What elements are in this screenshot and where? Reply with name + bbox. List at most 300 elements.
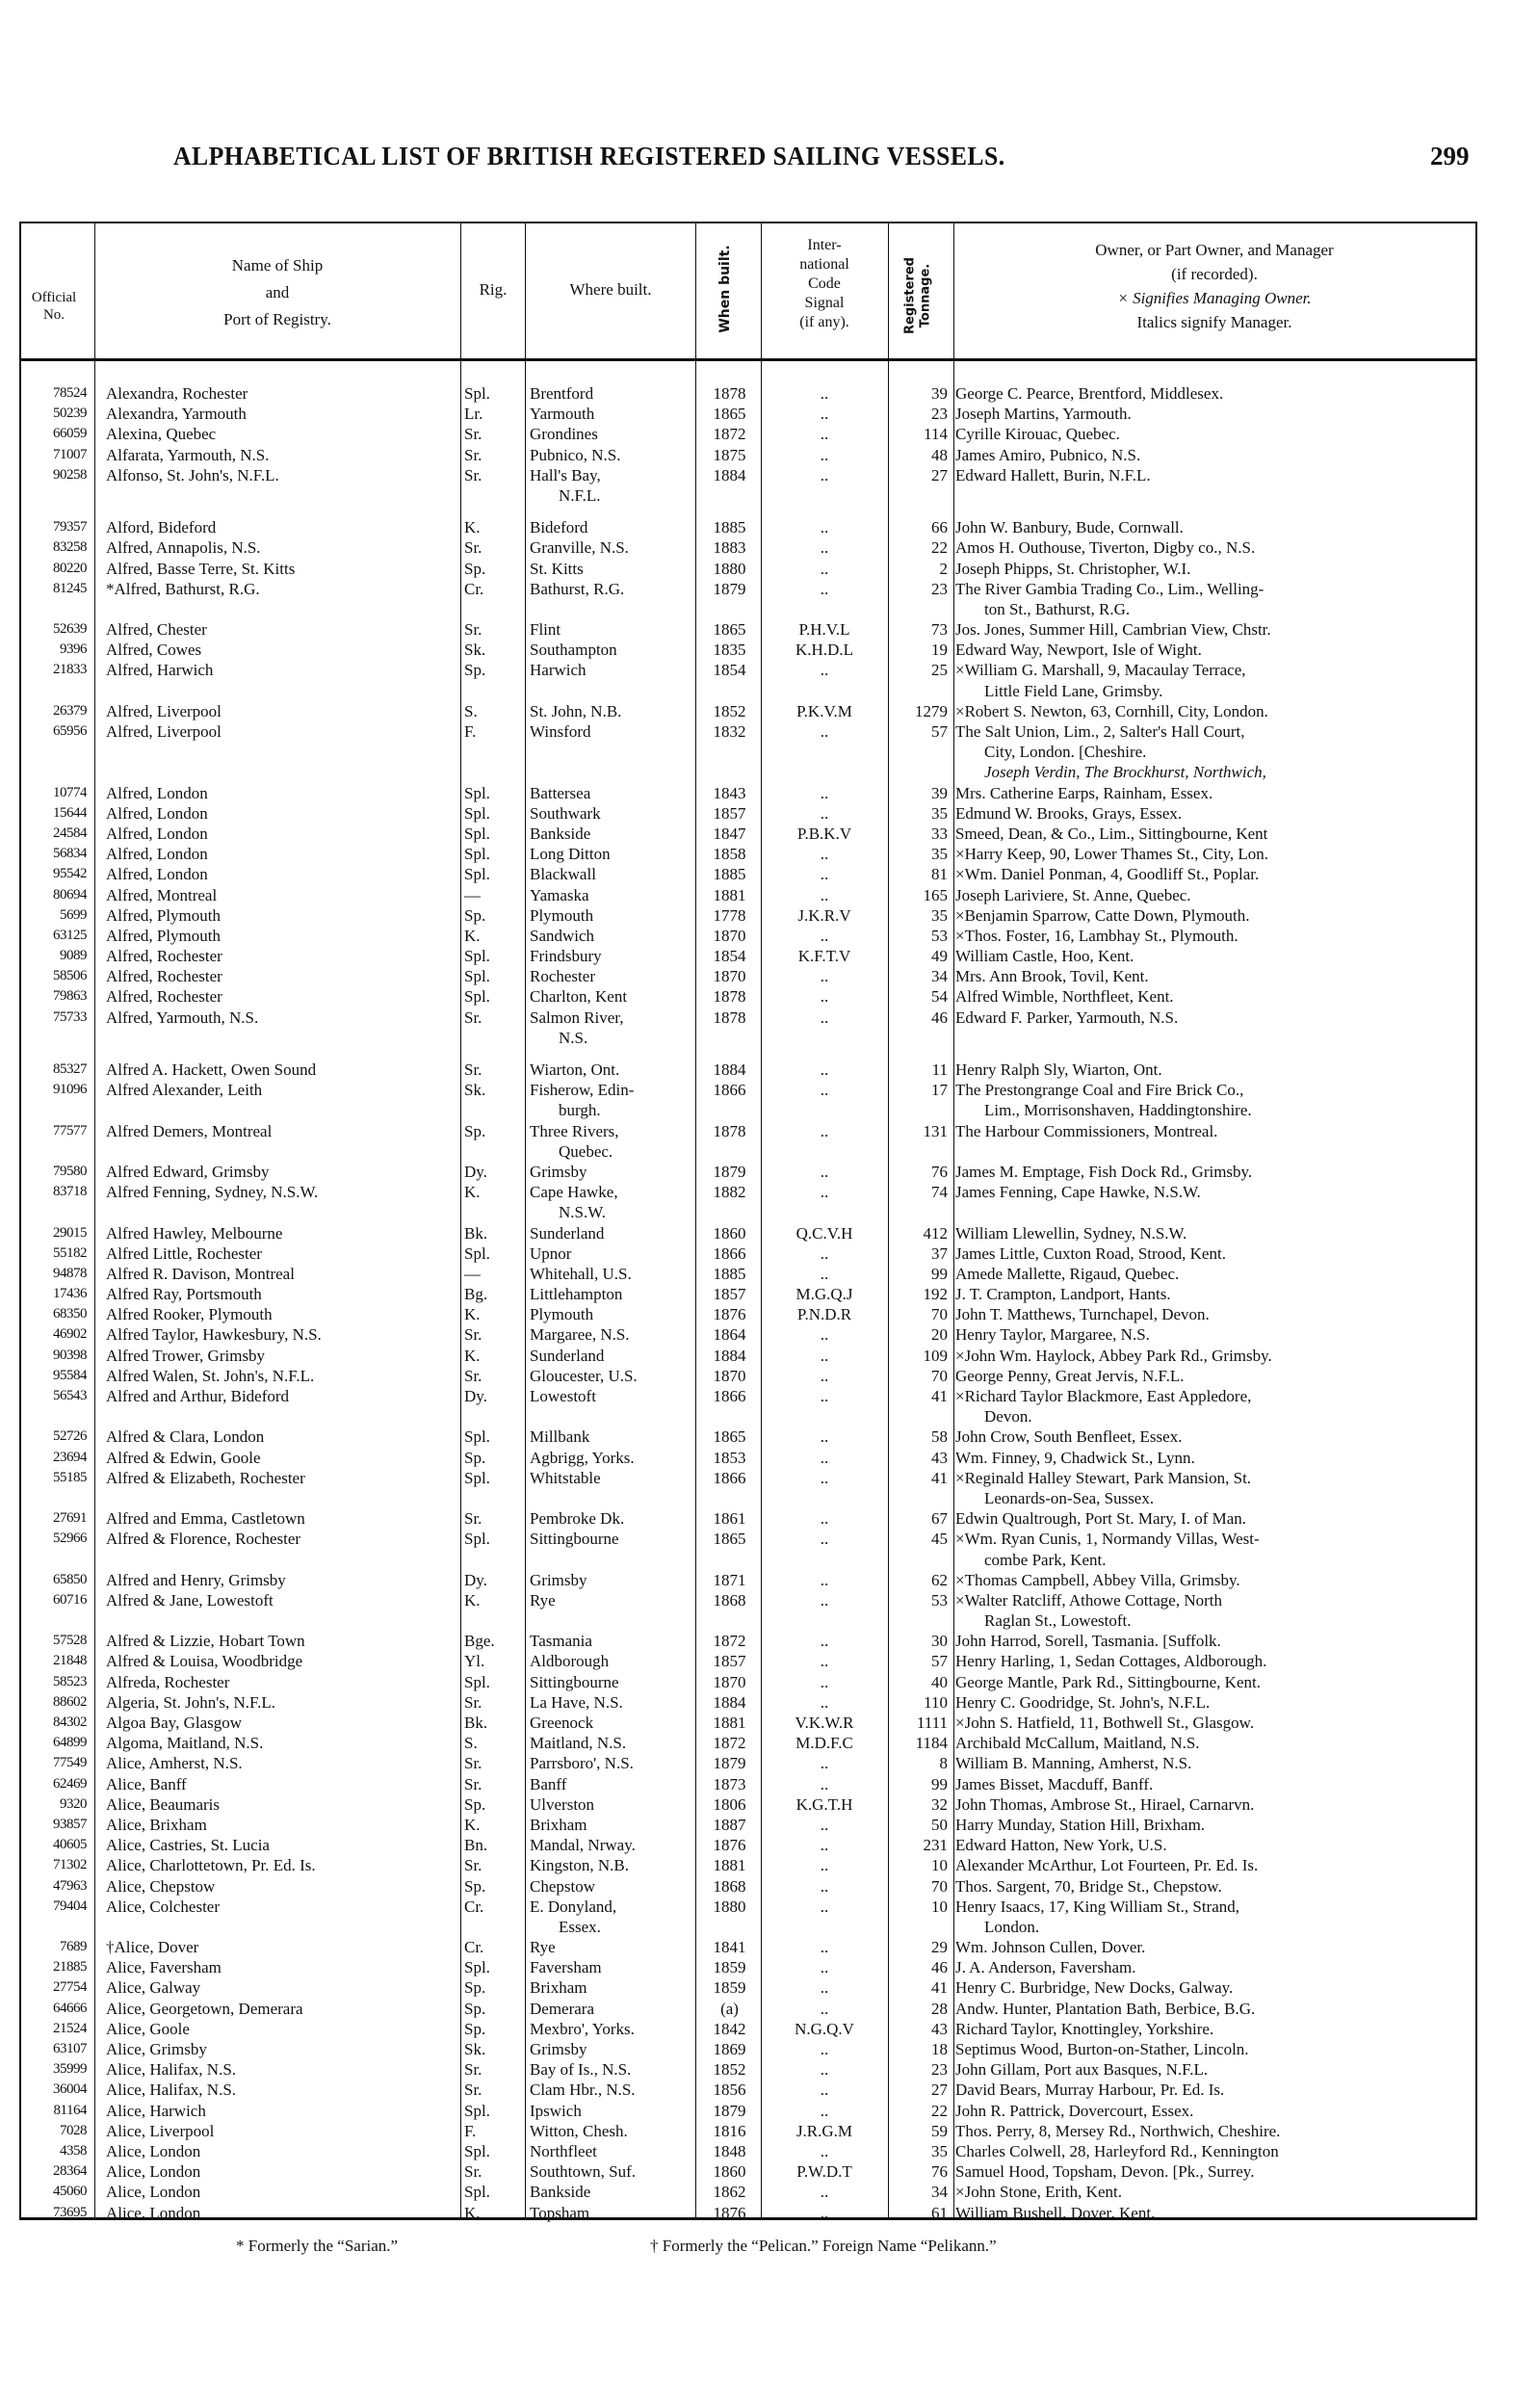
official-number: 60716 [53, 1591, 87, 1608]
table-row [19, 1426, 1475, 1447]
official-number: 55185 [53, 1469, 87, 1485]
rig: Sr. [464, 538, 482, 558]
where-built-continued: N.S. [559, 1028, 588, 1047]
owner: John W. Banbury, Bude, Cornwall. [955, 518, 1184, 537]
rig: Bge. [464, 1632, 495, 1651]
ship-name: Alice, Halifax, N.S. [106, 2060, 237, 2080]
where-built: St. John, N.B. [530, 701, 622, 720]
code-signal: .. [820, 1938, 829, 1957]
ship-name: Alice, Castries, St. Lucia [106, 1836, 270, 1855]
owner: James Little, Cuxton Road, Strood, Kent. [955, 1243, 1226, 1263]
official-number: 78524 [53, 385, 87, 401]
official-number: 21833 [53, 662, 87, 678]
rig: Sp. [464, 1978, 486, 1998]
code-signal: .. [820, 1325, 829, 1345]
code-signal: J.K.R.V [797, 905, 851, 925]
owner: John Thomas, Ambrose St., Hirael, Carnarvn. [955, 1794, 1255, 1814]
table-row [19, 1304, 1475, 1324]
ship-name: Alice, Harwich [106, 2101, 206, 2120]
rig: Bg. [464, 1285, 488, 1304]
table-row-continuation [19, 1141, 1475, 1162]
official-number: 26379 [53, 702, 87, 719]
owner: William B. Manning, Amherst, N.S. [955, 1754, 1192, 1773]
rig: Sr. [464, 620, 482, 640]
official-number: 79404 [53, 1898, 87, 1914]
owner-continued: combe Park, Kent. [984, 1550, 1107, 1569]
ship-name: Alfonso, St. John's, N.F.L. [106, 465, 279, 484]
code-signal: P.W.D.T [796, 2162, 852, 2182]
official-number: 52726 [53, 1428, 87, 1445]
ship-name: Alice, Halifax, N.S. [106, 2081, 237, 2100]
tonnage: 49 [931, 947, 948, 966]
owner: J. A. Anderson, Faversham. [955, 1958, 1136, 1977]
when-built: 1878 [713, 384, 746, 403]
tonnage: 10 [931, 1897, 948, 1916]
tonnage: 35 [931, 803, 948, 823]
when-built: 1885 [713, 865, 746, 884]
header-official-no-line: No. [42, 307, 65, 323]
tonnage: 114 [924, 425, 948, 444]
code-signal: P.N.D.R [796, 1305, 852, 1324]
code-signal: K.H.D.L [795, 641, 853, 660]
table-row-continuation [19, 1610, 1475, 1631]
tonnage: 412 [923, 1223, 948, 1243]
when-built: 1842 [713, 2019, 746, 2038]
table-row [19, 465, 1475, 485]
rig: K. [464, 1305, 481, 1324]
rig: Dy. [464, 1162, 487, 1181]
rig: Spl. [464, 1427, 490, 1447]
where-built: Winsford [530, 722, 591, 741]
where-built: Mexbro', Yorks. [530, 2019, 635, 2038]
ship-name: Alfred Hawley, Melbourne [106, 1223, 283, 1243]
rig: — [464, 1264, 481, 1283]
rig: Sk. [464, 2040, 486, 2058]
when-built: 1857 [713, 1285, 746, 1304]
owner-continued: ton St., Bathurst, R.G. [984, 599, 1131, 618]
header-owner-line: Owner, or Part Owner, and Manager [1095, 241, 1334, 259]
where-built: Fisherow, Edin- [530, 1081, 635, 1100]
owner-continued: Lim., Morrisonshaven, Haddingtonshire. [984, 1101, 1252, 1120]
where-built: Littlehampton [530, 1285, 623, 1304]
official-number: 79580 [53, 1163, 87, 1179]
table-row [19, 2101, 1475, 2121]
tonnage: 10 [931, 1856, 948, 1875]
table-row [19, 1366, 1475, 1386]
where-built: Grimsby [530, 2040, 587, 2058]
table-row [19, 1243, 1475, 1264]
where-built: Brixham [530, 1815, 587, 1834]
ship-name: Alfred Rooker, Plymouth [106, 1305, 273, 1324]
header-name-line: Port of Registry. [223, 310, 331, 328]
official-number: 52639 [53, 621, 87, 638]
where-built: Tasmania [530, 1632, 592, 1651]
code-signal: K.F.T.V [797, 947, 851, 966]
owner: Wm. Finney, 9, Chadwick St., Lynn. [955, 1448, 1195, 1467]
tonnage: 35 [931, 905, 948, 925]
owner: ×Walter Ratcliff, Athowe Cottage, North [955, 1590, 1223, 1610]
where-built: Yamaska [530, 885, 589, 904]
tonnage: 34 [931, 2183, 948, 2202]
tonnage: 41 [931, 1468, 948, 1487]
table-row [19, 946, 1475, 966]
code-signal: .. [820, 445, 829, 464]
table-row [19, 1713, 1475, 1733]
where-built-continued: burgh. [559, 1101, 601, 1120]
code-signal: .. [820, 1836, 829, 1855]
when-built: 1872 [713, 425, 746, 444]
owner: George Penny, Great Jervis, N.F.L. [955, 1366, 1185, 1385]
where-built: Southwark [530, 803, 601, 823]
owner: The Salt Union, Lim., 2, Salter's Hall Court, [955, 722, 1245, 741]
table-row [19, 383, 1475, 404]
tonnage: 165 [923, 885, 948, 904]
when-built: 1881 [713, 885, 746, 904]
header-name-line: and [265, 283, 290, 301]
when-built: 1884 [713, 1060, 746, 1079]
tonnage: 45 [931, 1530, 948, 1549]
where-built: Flint [530, 620, 561, 640]
table-row [19, 1876, 1475, 1897]
ship-name: Alexandra, Rochester [106, 384, 248, 403]
ship-name: Alfred, Plymouth [106, 905, 221, 925]
ship-name: Alfred Trower, Grimsby [106, 1346, 266, 1365]
when-built: 1868 [713, 1590, 746, 1610]
when-built: 1880 [713, 1897, 746, 1916]
tonnage: 46 [931, 1958, 948, 1977]
rig: Spl. [464, 384, 490, 403]
owner: Wm. Johnson Cullen, Dover. [955, 1938, 1146, 1957]
tonnage: 53 [931, 1590, 948, 1610]
where-built: E. Donyland, [530, 1897, 617, 1916]
when-built: 1868 [713, 1876, 746, 1896]
rig: Spl. [464, 1468, 490, 1487]
table-row [19, 1324, 1475, 1345]
table-row [19, 905, 1475, 926]
where-built: Harwich [530, 661, 587, 680]
where-built: Agbrigg, Yorks. [530, 1448, 635, 1467]
official-number: 77577 [53, 1122, 87, 1139]
owner: Edwin Qualtrough, Port St. Mary, I. of Man. [955, 1509, 1247, 1529]
row-gap [19, 1048, 1475, 1060]
official-number: 65956 [53, 723, 87, 739]
ship-name: Alfred & Florence, Rochester [106, 1530, 301, 1549]
ship-name: Alfred, Yarmouth, N.S. [106, 1008, 259, 1027]
when-built: 1841 [713, 1938, 746, 1957]
official-number: 28364 [53, 2163, 87, 2180]
owner: Amos H. Outhouse, Tiverton, Digby co., N.S. [955, 538, 1256, 558]
when-built: 1854 [713, 661, 746, 680]
owner: Harry Munday, Station Hill, Brixham. [955, 1815, 1206, 1834]
code-signal: .. [820, 1876, 829, 1896]
where-built: Gloucester, U.S. [530, 1366, 638, 1385]
when-built: (a) [720, 1999, 739, 2018]
tonnage: 70 [931, 1876, 948, 1896]
official-number: 4358 [60, 2142, 87, 2159]
code-signal: .. [820, 538, 829, 558]
official-number: 73695 [53, 2204, 87, 2220]
official-number: 56834 [53, 846, 87, 862]
owner: ×Richard Taylor Blackmore, East Appledore, [955, 1387, 1252, 1405]
rig: Spl. [464, 967, 490, 986]
rig: Sr. [464, 2081, 482, 2100]
when-built: 1859 [713, 1958, 746, 1977]
where-built: Brixham [530, 1978, 587, 1998]
where-built: Greenock [530, 1714, 594, 1732]
rig: Spl. [464, 783, 490, 802]
table-row [19, 2141, 1475, 2161]
owner: James Bisset, Macduff, Banff. [955, 1774, 1154, 1793]
when-built: 1871 [713, 1570, 746, 1589]
owner: William Castle, Hoo, Kent. [955, 947, 1134, 966]
code-signal: P.K.V.M [796, 701, 852, 720]
table-row [19, 1386, 1475, 1406]
code-signal: .. [820, 1060, 829, 1079]
rig: Sr. [464, 1774, 482, 1793]
table-row [19, 1774, 1475, 1794]
official-number: 77549 [53, 1755, 87, 1771]
table-row [19, 1672, 1475, 1692]
rig: Sr. [464, 465, 482, 484]
table-body [19, 383, 1475, 2223]
rig: K. [464, 1815, 481, 1834]
owner: Joseph Martins, Yarmouth. [955, 405, 1132, 424]
table-row [19, 1448, 1475, 1468]
owner: Septimus Wood, Burton-on-Stather, Lincoln. [955, 2040, 1249, 2058]
owner: George Mantle, Park Rd., Sittingbourne, Kent. [955, 1672, 1261, 1691]
owner: John Crow, South Benfleet, Essex. [955, 1427, 1183, 1447]
table-row [19, 1529, 1475, 1549]
where-built: Brentford [530, 384, 594, 403]
owner: Edward F. Parker, Yarmouth, N.S. [955, 1008, 1179, 1027]
table-row-continuation [19, 1100, 1475, 1120]
table-row [19, 1999, 1475, 2019]
owner: Henry Isaacs, 17, King William St., Strand, [955, 1897, 1240, 1916]
when-built: 1778 [713, 905, 746, 925]
tonnage: 39 [931, 783, 948, 802]
where-built: Lowestoft [530, 1387, 596, 1405]
header-official-no [13, 289, 94, 324]
official-number: 85327 [53, 1061, 87, 1077]
official-number: 83258 [53, 539, 87, 556]
when-built: 1865 [713, 1530, 746, 1549]
tonnage: 231 [923, 1836, 948, 1855]
official-number: 71302 [53, 1857, 87, 1873]
rig: Sp. [464, 1999, 486, 2018]
ship-name: Alfred & Edwin, Goole [106, 1448, 261, 1467]
ship-name: Alice, Banff [106, 1774, 187, 1793]
code-signal: .. [820, 926, 829, 945]
official-number: 7028 [60, 2122, 87, 2138]
tonnage: 33 [931, 824, 948, 843]
when-built: 1878 [713, 1008, 746, 1027]
tonnage: 22 [931, 538, 948, 558]
table-row [19, 1121, 1475, 1141]
ship-name: Alfred and Emma, Castletown [106, 1509, 305, 1529]
owner: J. T. Crampton, Landport, Hants. [955, 1285, 1171, 1304]
ship-name: Alfred, Liverpool [106, 701, 222, 720]
when-built: 1866 [713, 1243, 746, 1263]
code-signal: .. [820, 1958, 829, 1977]
ship-name: Alfred, London [106, 824, 208, 843]
table-row [19, 701, 1475, 721]
ship-name: Alice, Liverpool [106, 2121, 215, 2140]
official-number: 66059 [53, 426, 87, 442]
where-built: St. Kitts [530, 559, 584, 578]
rig: Dy. [464, 1387, 487, 1405]
rig: Sk. [464, 1081, 486, 1100]
tonnage: 76 [931, 2162, 948, 2182]
where-built: Sunderland [530, 1346, 605, 1365]
official-number: 7689 [60, 1939, 87, 1955]
when-built: 1870 [713, 1672, 746, 1691]
official-number: 50239 [53, 406, 87, 422]
ship-name: Alfred, Harwich [106, 661, 214, 680]
where-built: Northfleet [530, 2141, 597, 2160]
official-number: 94878 [53, 1265, 87, 1281]
rig: Spl. [464, 803, 490, 823]
table-row [19, 1060, 1475, 1080]
code-signal: .. [820, 405, 829, 424]
tonnage: 19 [931, 641, 948, 660]
code-signal: .. [820, 1672, 829, 1691]
official-number: 93857 [53, 1816, 87, 1832]
ship-name: Alfred Edward, Grimsby [106, 1162, 270, 1181]
where-built: Sunderland [530, 1223, 605, 1243]
rig: Sp. [464, 661, 486, 680]
tonnage: 131 [923, 1121, 948, 1140]
ship-name: Alfred, London [106, 803, 208, 823]
where-built: Wiarton, Ont. [530, 1060, 620, 1079]
tonnage: 81 [931, 865, 948, 884]
where-built: Aldborough [530, 1652, 610, 1671]
rig: Cr. [464, 579, 484, 598]
code-signal: .. [820, 1008, 829, 1027]
rig: K. [464, 2203, 481, 2222]
where-built: Ulverston [530, 1794, 595, 1814]
tonnage: 30 [931, 1632, 948, 1651]
table-row-continuation [19, 1202, 1475, 1222]
rig: F. [464, 2121, 477, 2140]
owner: John Harrod, Sorell, Tasmania. [Suffolk. [955, 1632, 1221, 1651]
owner: Mrs. Catherine Earps, Rainham, Essex. [955, 783, 1213, 802]
code-signal: .. [820, 2040, 829, 2058]
header-tonnage: Registered Tonnage. [902, 257, 933, 334]
where-built: Clam Hbr., N.S. [530, 2081, 636, 2100]
owner: Cyrille Kirouac, Quebec. [955, 425, 1120, 444]
code-signal: .. [820, 1632, 829, 1651]
when-built: 1884 [713, 1346, 746, 1365]
tonnage: 57 [931, 722, 948, 741]
ship-name: Alice, Charlottetown, Pr. Ed. Is. [106, 1856, 316, 1875]
ship-name: Alford, Bideford [106, 518, 217, 537]
where-built: Grimsby [530, 1570, 587, 1589]
owner: ×Benjamin Sparrow, Catte Down, Plymouth. [955, 905, 1250, 925]
table-row [19, 803, 1475, 824]
ship-name: Alice, Amherst, N.S. [106, 1754, 243, 1773]
where-built: Rye [530, 1590, 556, 1610]
table-row-continuation [19, 485, 1475, 506]
official-number: 10774 [53, 784, 87, 800]
code-signal: P.B.K.V [796, 824, 852, 843]
code-signal: V.K.W.R [795, 1714, 854, 1732]
tonnage: 40 [931, 1672, 948, 1691]
official-number: 52966 [53, 1531, 87, 1547]
where-built-continued: N.S.W. [559, 1203, 606, 1222]
rig: Sp. [464, 1121, 486, 1140]
tonnage: 41 [931, 1978, 948, 1998]
code-signal: .. [820, 1121, 829, 1140]
ship-name: Alfred, Chester [106, 620, 207, 640]
when-built: 1866 [713, 1387, 746, 1405]
ship-name: Alfred Little, Rochester [106, 1243, 262, 1263]
owner: Henry Taylor, Margaree, N.S. [955, 1325, 1150, 1345]
where-built: Hall's Bay, [530, 465, 601, 484]
table-row-continuation [19, 599, 1475, 619]
rig: Bk. [464, 1714, 488, 1732]
tonnage: 73 [931, 620, 948, 640]
owner: Archibald McCallum, Maitland, N.S. [955, 1734, 1200, 1753]
owner: Alfred Wimble, Northfleet, Kent. [955, 987, 1174, 1007]
table-row [19, 1284, 1475, 1304]
rig: Lr. [464, 405, 483, 424]
table-row [19, 1977, 1475, 1998]
official-number: 79863 [53, 988, 87, 1005]
rig: Spl. [464, 1243, 490, 1263]
ship-name: Alfred Walen, St. John's, N.F.L. [106, 1366, 315, 1385]
rig: Sp. [464, 905, 486, 925]
owner: Edward Hatton, New York, U.S. [955, 1836, 1167, 1855]
official-number: 27754 [53, 1979, 87, 1996]
rig: Spl. [464, 947, 490, 966]
official-number: 63107 [53, 2041, 87, 2056]
table-row [19, 2059, 1475, 2080]
tonnage: 59 [931, 2121, 948, 2140]
code-signal: .. [820, 783, 829, 802]
rig: Sr. [464, 1692, 482, 1712]
rig: K. [464, 1346, 481, 1365]
owner: John T. Matthews, Turnchapel, Devon. [955, 1305, 1210, 1324]
ship-name: Alfred, Plymouth [106, 926, 221, 945]
table-row [19, 660, 1475, 680]
owner: Amede Mallette, Rigaud, Quebec. [955, 1264, 1180, 1283]
code-signal: .. [820, 1856, 829, 1875]
where-built: Cape Hawke, [530, 1183, 618, 1202]
owner: Henry C. Goodridge, St. John's, N.F.L. [955, 1692, 1211, 1712]
code-signal: .. [820, 803, 829, 823]
header-owner-line: × Signifies Managing Owner. [1117, 289, 1312, 307]
rig: Sr. [464, 2162, 482, 2182]
where-built: Battersea [530, 783, 591, 802]
rig: Yl. [464, 1652, 485, 1671]
table-row [19, 1651, 1475, 1671]
when-built: 1884 [713, 1692, 746, 1712]
owner: ×Wm. Ryan Cunis, 1, Normandy Villas, West- [955, 1530, 1260, 1549]
owner: William Llewellin, Sydney, N.S.W. [955, 1223, 1187, 1243]
code-signal: P.H.V.L [798, 620, 850, 640]
table-row [19, 2203, 1475, 2223]
tonnage: 43 [931, 2019, 948, 2038]
official-number: 88602 [53, 1693, 87, 1710]
when-built: 1872 [713, 1632, 746, 1651]
rig: Sp. [464, 2019, 486, 2038]
where-built: Sittingbourne [530, 1672, 619, 1691]
code-signal: .. [820, 2183, 829, 2202]
footnote-dagger: † Formerly the “Pelican.” Foreign Name “Pelikann.” [650, 2237, 997, 2255]
table-row [19, 2121, 1475, 2141]
where-built: Grondines [530, 425, 598, 444]
where-built: Parrsboro', N.S. [530, 1754, 634, 1773]
